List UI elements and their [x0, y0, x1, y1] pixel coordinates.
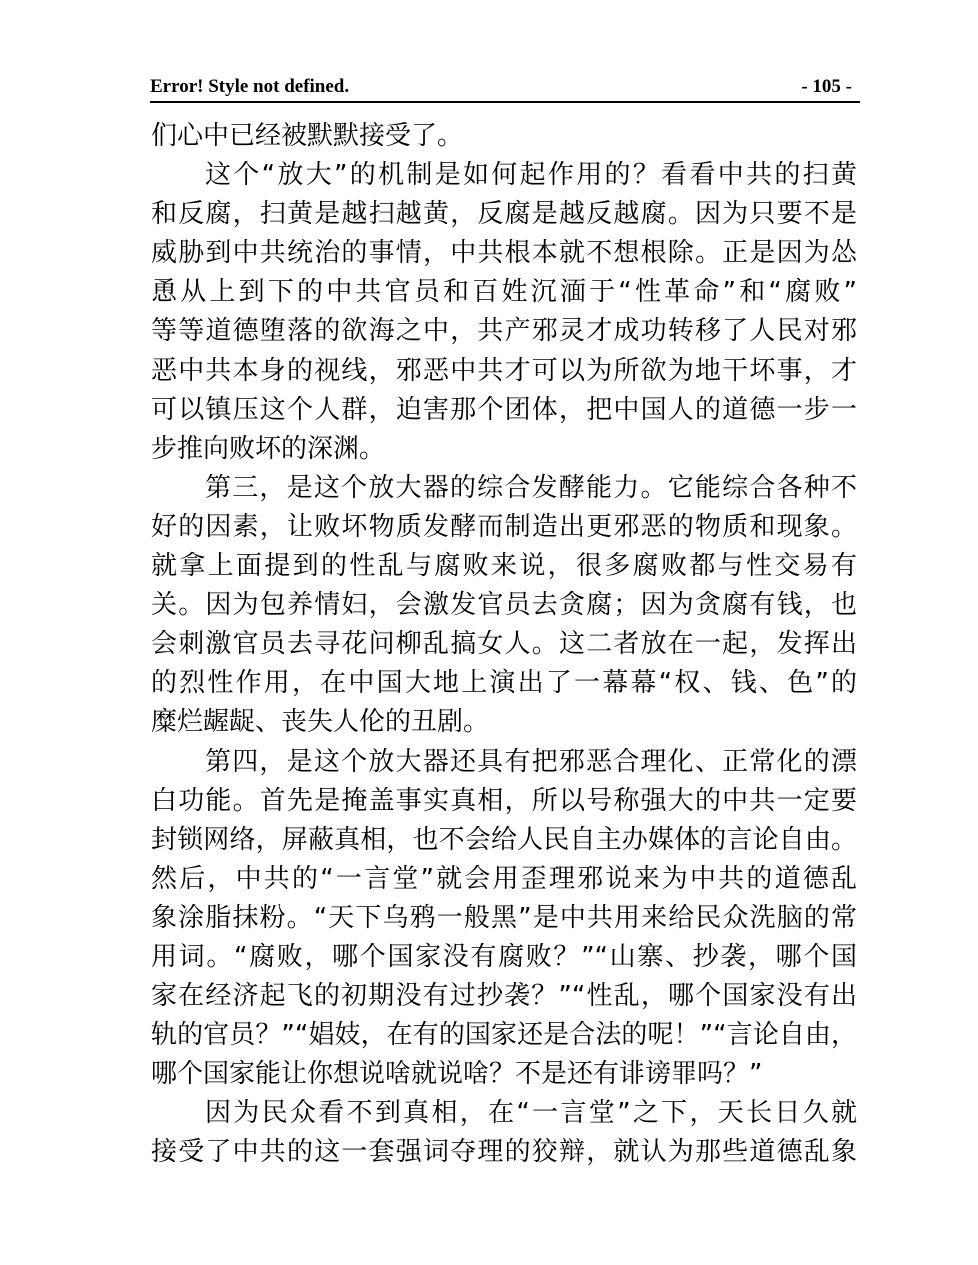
- text-line: 家在经济起飞的初期没有过抄袭？”“性乱，哪个国家没有出: [151, 981, 857, 1012]
- text-line: 恶中共本身的视线，邪恶中共才可以为所欲为地干坏事，才: [151, 355, 857, 386]
- text-line: 就拿上面提到的性乱与腐败来说，很多腐败都与性交易有: [151, 551, 857, 582]
- body-text: [151, 117, 857, 1173]
- text-line: 的烈性作用，在中国大地上演出了一幕幕“权、钱、色”的: [151, 668, 857, 699]
- text-line: 接受了中共的这一套强词夺理的狡辩，就认为那些道德乱象: [151, 1137, 857, 1168]
- text-line: 用词。“腐败，哪个国家没有腐败？”“山寨、抄袭，哪个国: [151, 941, 857, 972]
- running-header: [150, 76, 858, 102]
- header-chapter-title: Error! Style not defined.: [150, 76, 350, 97]
- text-line: 好的因素，让败坏物质发酵而制造出更邪恶的物质和现象。: [151, 511, 857, 542]
- text-line: 象涂脂抹粉。“天下乌鸦一般黑”是中共用来给民众洗脑的常: [151, 902, 857, 933]
- text-line: 轨的官员？”“娼妓，在有的国家还是合法的呢！”“言论自由，: [151, 1020, 857, 1051]
- text-line: 第四，是这个放大器还具有把邪恶合理化、正常化的漂: [205, 746, 857, 777]
- text-line: 糜烂龌龊、丧失人伦的丑剧。: [151, 707, 490, 738]
- text-line: 威胁到中共统治的事情，中共根本就不想根除。正是因为怂: [151, 238, 857, 269]
- text-line: 关。因为包养情妇，会激发官员去贪腐；因为贪腐有钱，也: [151, 590, 857, 621]
- text-line: 可以镇压这个人群，迫害那个团体，把中国人的道德一步一: [151, 394, 857, 425]
- text-line: 封锁网络，屏蔽真相，也不会给人民自主办媒体的言论自由。: [151, 824, 857, 855]
- text-line: 会刺激官员去寻花问柳乱搞女人。这二者放在一起，发挥出: [151, 629, 857, 660]
- text-line: 因为民众看不到真相，在“一言堂”之下，天长日久就: [205, 1098, 857, 1129]
- text-line: 等等道德堕落的欲海之中，共产邪灵才成功转移了人民对邪: [151, 316, 857, 347]
- text-line: 和反腐，扫黄是越扫越黄，反腐是越反越腐。因为只要不是: [151, 199, 857, 230]
- text-line: 这个“放大”的机制是如何起作用的？看看中共的扫黄: [205, 160, 857, 191]
- text-line: 哪个国家能让你想说啥就说啥？不是还有诽谤罪吗？”: [151, 1059, 763, 1090]
- page-number: - 105 -: [801, 76, 852, 97]
- text-line: 们心中已经被默默接受了。: [151, 121, 464, 151]
- text-line: 恿从上到下的中共官员和百姓沉湎于“性革命”和“腐败”: [151, 277, 857, 308]
- text-line: 然后，中共的“一言堂”就会用歪理邪说来为中共的道德乱: [151, 863, 857, 894]
- header-rule: [150, 101, 860, 103]
- text-line: 白功能。首先是掩盖事实真相，所以号称强大的中共一定要: [151, 785, 857, 816]
- text-line: 第三，是这个放大器的综合发酵能力。它能综合各种不: [205, 472, 857, 503]
- text-line: 步推向败坏的深渊。: [151, 433, 386, 464]
